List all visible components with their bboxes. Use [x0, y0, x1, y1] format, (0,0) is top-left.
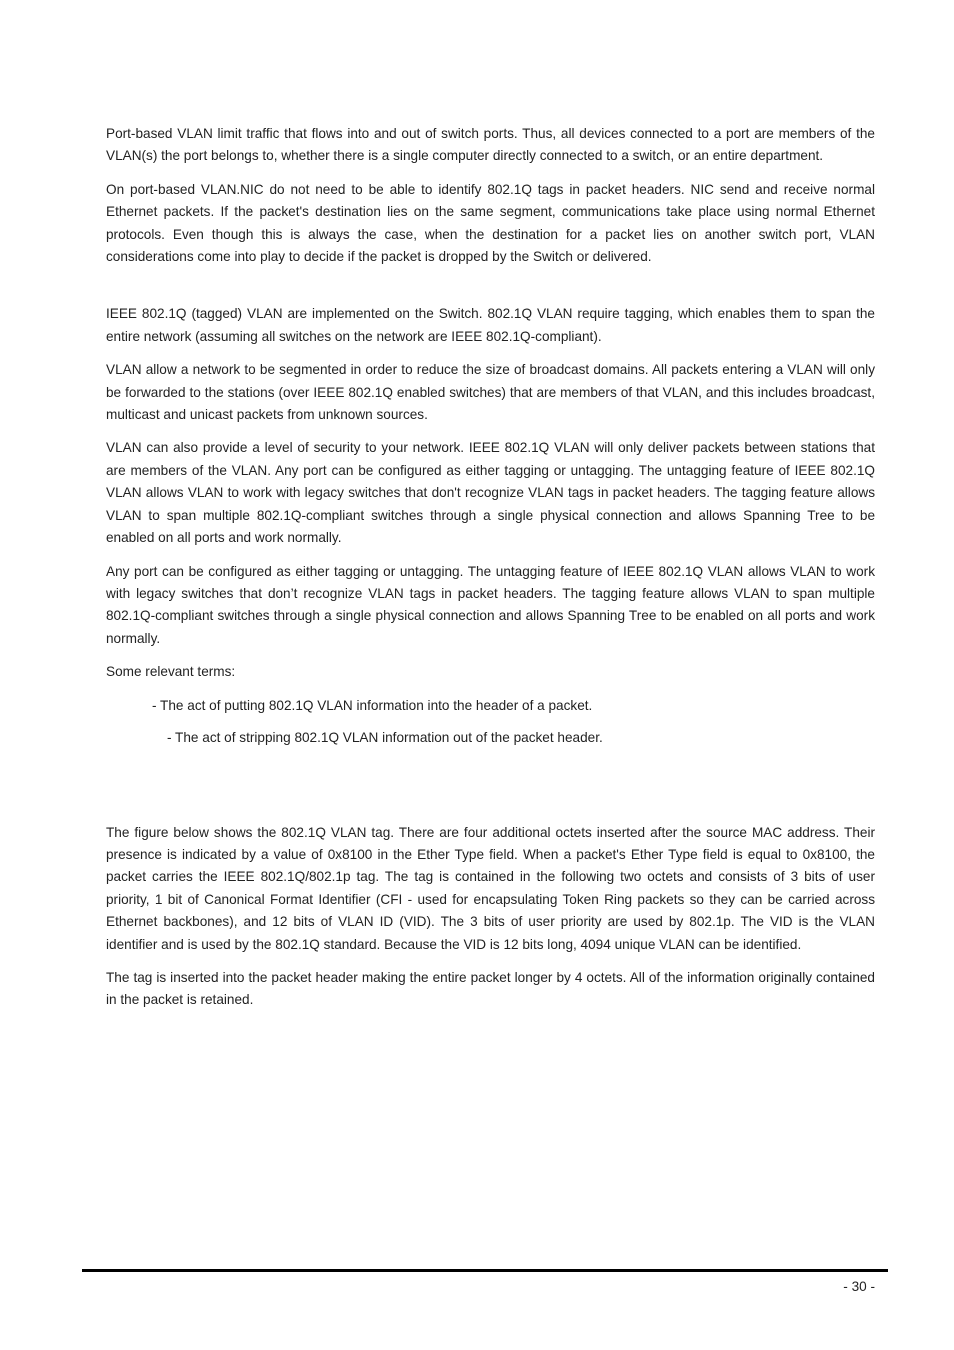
paragraph-port-based-intro: Port-based VLAN limit traffic that flows into and out of switch ports. Thus, all devices connected to a port are members of the VLAN(s) the port belongs to, whether there is a single computer directly connected to a switch, or an entire department.: [106, 126, 875, 164]
paragraph-tagged-untagging: Any port can be configured as either tagging or untagging. The untagging feature of IEEE 802.1Q VLAN allows VLAN to work with legacy switches that don’t recognize VLAN tags in packet headers. The tagging feature allows VLAN to span multiple 802.1Q-compliant switches through a single physical connection and allows Spanning Tree to be enabled on all ports and work normally.: [106, 563, 875, 646]
term-tagging: - The act of putting 802.1Q VLAN information into the header of a packet.: [152, 697, 593, 713]
term-untagging: - The act of stripping 802.1Q VLAN information out of the packet header.: [167, 729, 603, 745]
paragraph-tagged-broadcast: VLAN allow a network to be segmented in order to reduce the size of broadcast domains. All packets entering a VLAN will only be forwarded to the stations (over IEEE 802.1Q enabled switches) that are members of that VLAN, and this includes broadcast, multicast and unicast packets from unknown sources.: [106, 362, 875, 423]
page-number: - 30 -: [843, 1279, 875, 1294]
section-spacer: [106, 759, 875, 822]
footer-divider: [82, 1269, 888, 1272]
paragraph-tagged-security: VLAN can also provide a level of security to your network. IEEE 802.1Q VLAN will only deliver packets between stations that are members of the VLAN. Any port can be configured as either tagging or untagging. The untagging feature of IEEE 802.1Q VLAN allows VLAN to work with legacy switches that don't recognize VLAN tags in packet headers. The tagging feature allows VLAN to span multiple 802.1Q-compliant switches through a single physical connection and allows Spanning Tree to be enabled on all ports and work normally.: [106, 440, 875, 546]
document-body: [106, 123, 875, 1023]
paragraph-port-based-nic: On port-based VLAN.NIC do not need to be able to identify 802.1Q tags in packet headers. NIC send and receive normal Ethernet packets. If the packet's destination lies on the same segment, communications take place using normal Ethernet protocols. Even though this is always the case, when the destination for a packet lies on another switch port, VLAN considerations come into play to decide if the packet is dropped by the Switch or delivered.: [106, 181, 875, 265]
paragraph-vlan-tag-insert: The tag is inserted into the packet header making the entire packet longer by 4 octets. All of the information originally contained in the packet is retained.: [106, 969, 875, 1008]
paragraph-tagged-intro: IEEE 802.1Q (tagged) VLAN are implemented on the Switch. 802.1Q VLAN require tagging, which enables them to span the entire network (assuming all switches on the network are IEEE 802.1Q-compliant).: [106, 306, 875, 344]
paragraph-relevant-terms: Some relevant terms:: [106, 664, 236, 680]
section-spacer: [106, 279, 875, 303]
paragraph-vlan-tag-figure: The figure below shows the 802.1Q VLAN tag. There are four additional octets inserted after the source MAC address. Their presence is indicated by a value of 0x8100 in the Ether Type field. When a packet's Ether Type field is equal to 0x8100, the packet carries the IEEE 802.1Q/802.1p tag. The tag is contained in the following two octets and consists of 3 bits of user priority, 1 bit of Canonical Format Identifier (CFI - used for encapsulating Token Ring packets so they can be carried across Ethernet backbones), and 12 bits of VLAN ID (VID). The 3 bits of user priority are used by 802.1p. The VID is the VLAN identifier and is used by the 802.1Q standard. Because the VID is 12 bits long, 4094 unique VLAN can be identified.: [106, 824, 875, 952]
